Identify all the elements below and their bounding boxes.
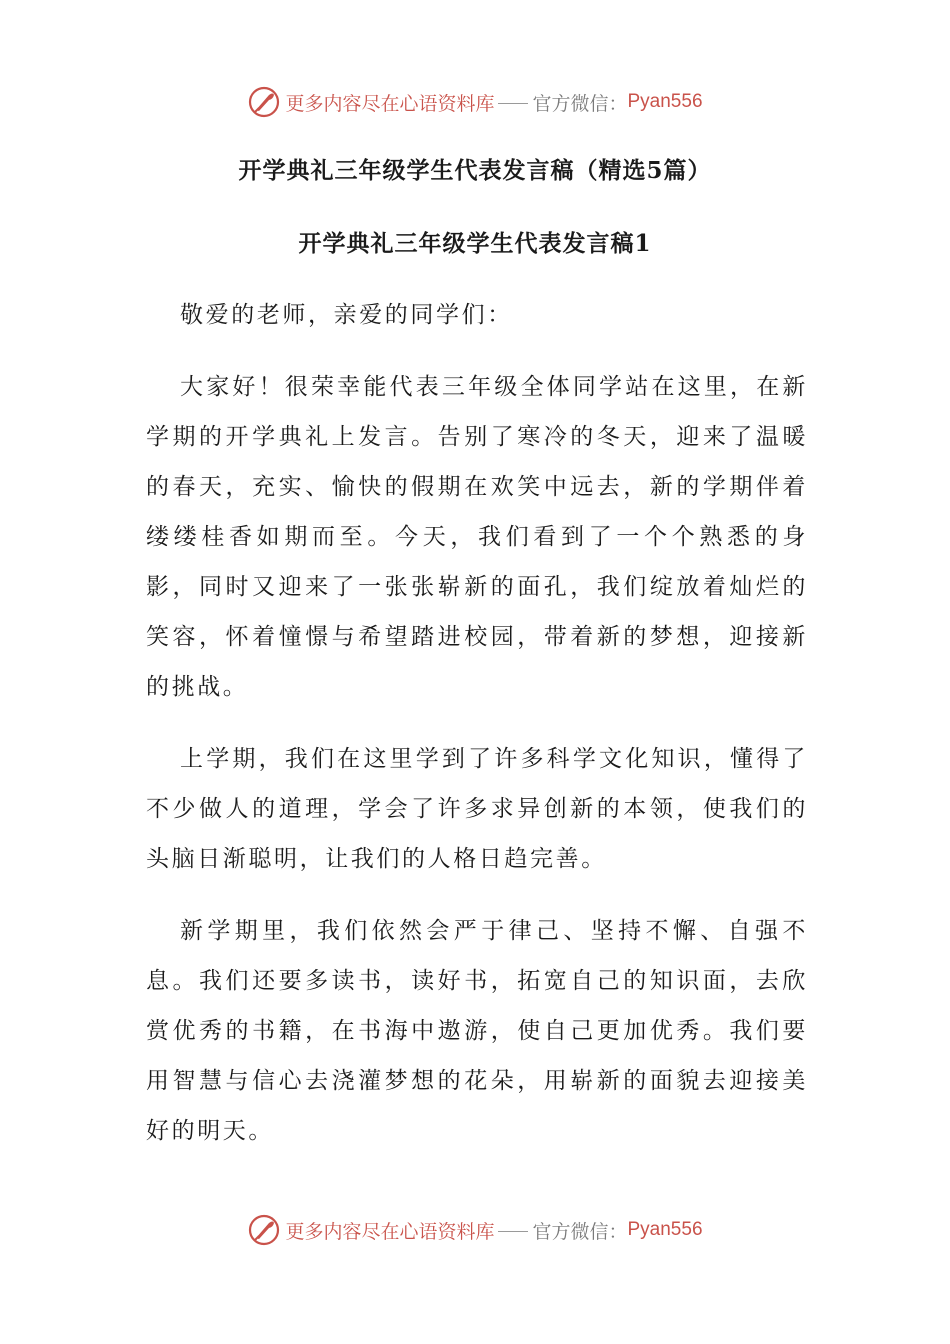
paragraph: 大家好！很荣幸能代表三年级全体同学站在这里，在新学期的开学典礼上发言。告别了寒冷的冬天，迎来了温暖的春天，充实、愉快的假期在欢笑中远去，新的学期伴着缕缕桂香如期而至。今天，我们看到了一个个熟悉的身影，同时又迎来了一张张崭新的面孔，我们绽放着灿烂的笑容，怀着憧憬与希望踏进校园，带着新的梦想，迎接新的挑战。 xyxy=(146,374,808,700)
watermark-divider xyxy=(498,103,528,104)
footer-watermark xyxy=(0,1210,950,1250)
header-watermark xyxy=(0,82,950,122)
quill-pen-logo-icon xyxy=(247,85,281,119)
paragraph: 上学期，我们在这里学到了许多科学文化知识，懂得了不少做人的道理，学会了许多求异创新的本领，使我们的头脑日渐聪明，让我们的人格日趋完善。 xyxy=(146,746,808,872)
watermark-brand-text: 更多内容尽在心语资料库 xyxy=(285,1220,495,1243)
section-title: 开学典礼三年级学生代表发言稿1 xyxy=(298,230,652,257)
watermark-brand-text: 更多内容尽在心语资料库 xyxy=(285,92,495,115)
watermark-official-label: 官方微信： xyxy=(532,1220,628,1243)
watermark-wechat-id: Pyan556 xyxy=(627,1219,703,1240)
paragraph: 新学期里，我们依然会严于律己、坚持不懈、自强不息。我们还要多读书，读好书，拓宽自己的知识面，去欣赏优秀的书籍，在书海中遨游，使自己更加优秀。我们要用智慧与信心去浇灌梦想的花朵，用崭新的面貌去迎接美好的明天。 xyxy=(146,918,808,1144)
watermark-official-label: 官方微信： xyxy=(532,92,628,115)
watermark-divider xyxy=(498,1231,528,1232)
document-title: 开学典礼三年级学生代表发言稿（精选5篇） xyxy=(238,157,712,184)
quill-pen-logo-icon xyxy=(247,1213,281,1247)
document-body xyxy=(146,290,808,1178)
watermark-wechat-id: Pyan556 xyxy=(627,91,703,112)
paragraph-greeting: 敬爱的老师，亲爱的同学们： xyxy=(180,302,513,328)
